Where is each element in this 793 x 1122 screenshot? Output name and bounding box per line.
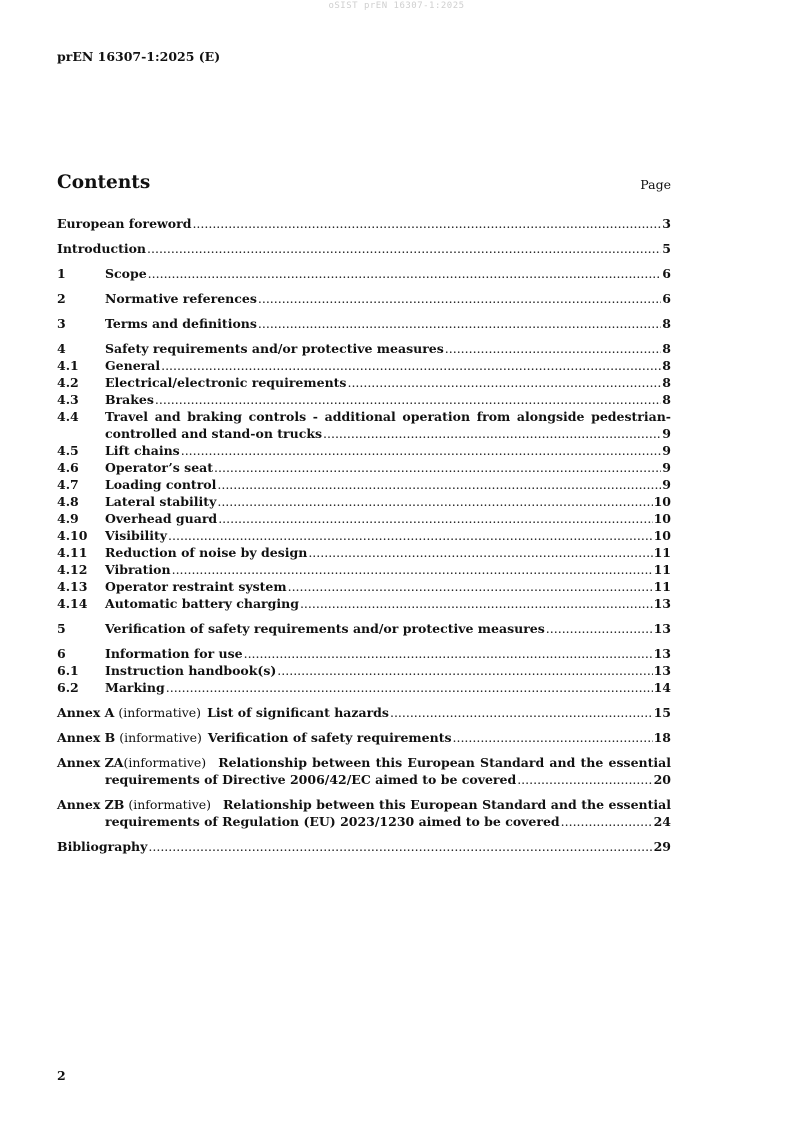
dot-leader [214,459,661,476]
toc-header [57,172,671,198]
toc-entry-title-continued: controlled and stand-on trucks [105,426,323,441]
toc-entry-page: 5 [662,241,671,256]
dot-leader [390,704,653,721]
toc-entry-page: 3 [662,216,671,231]
dot-leader [181,442,662,459]
toc-entry-title: Travel and braking controls - additional operation from alongside pedestrian- [105,409,671,424]
annex-label: Annex B [57,730,116,745]
toc-entry-number: 6.2 [57,680,79,695]
toc-entry-2[interactable] [57,290,671,307]
toc-entry-number: 2 [57,291,66,306]
toc-entry-4-13[interactable] [57,578,671,595]
toc-entry-title: Lateral stability [105,494,217,509]
dot-leader [192,215,661,232]
dot-leader [218,510,652,527]
toc-entry-title: Information for use [105,646,243,661]
toc-entry-number: 4.1 [57,358,79,373]
dot-leader [561,813,653,830]
annex-type: (informative) [118,705,202,720]
toc-entry-foreword[interactable] [57,215,671,232]
toc-entry-4-3[interactable] [57,391,671,408]
toc-entry-page: 10 [653,528,671,543]
toc-entry-page: 11 [653,579,671,594]
dot-leader [308,544,652,561]
annex-label: Annex A [57,705,115,720]
dot-leader [172,561,653,578]
toc-entry-3[interactable] [57,315,671,332]
toc-entry-title: Verification of safety requirements and/or protective measures [105,621,545,636]
toc-entry-number: 4.7 [57,477,79,492]
annex-type: (informative) [123,755,207,770]
footer-page-number: 2 [57,1068,66,1083]
document-id: prEN 16307-1:2025 (E) [57,49,221,64]
toc-entry-page: 18 [653,730,671,745]
dot-leader [347,374,661,391]
dot-leader [168,527,653,544]
toc-entry-page: 29 [653,839,671,854]
toc-entry-number: 4.12 [57,562,88,577]
toc-entry-title: Electrical/electronic requirements [105,375,347,390]
toc-entry-4-4[interactable] [57,408,671,442]
toc-entry-annex-zb[interactable] [57,796,671,830]
dot-leader [277,662,652,679]
annex-title: Verification of safety requirements [207,730,452,745]
toc-entry-page: 10 [653,494,671,509]
dot-leader [244,645,653,662]
toc-entry-number: 4.9 [57,511,79,526]
toc-entry-number: 4.10 [57,528,88,543]
annex-title: Relationship between this European Standard and the essential [218,755,671,770]
toc-entry-4-14[interactable] [57,595,671,612]
toc-entry-4-7[interactable] [57,476,671,493]
toc-entry-4-12[interactable] [57,561,671,578]
toc-entry-6[interactable] [57,645,671,662]
toc-entry-page: 9 [662,460,671,475]
toc-entry-introduction[interactable] [57,240,671,257]
toc-entry-number: 4.2 [57,375,79,390]
toc-entry-number: 4.13 [57,579,88,594]
toc-entry-4-5[interactable] [57,442,671,459]
toc-entry-page: 9 [662,443,671,458]
toc-entry-number: 4.3 [57,392,79,407]
toc-entry-page: 13 [653,596,671,611]
toc-entry-page: 13 [653,621,671,636]
dot-leader [258,290,661,307]
toc-entry-number: 6 [57,646,66,661]
toc-entry-4-10[interactable] [57,527,671,544]
toc-entry-6-1[interactable] [57,662,671,679]
annex-title-continued: requirements of Directive 2006/42/EC aimed to be covered [105,772,517,787]
toc-entry-number: 4.14 [57,596,88,611]
toc-entry-title: Instruction handbook(s) [105,663,277,678]
toc-entry-page: 8 [662,375,671,390]
toc-entry-page: 8 [662,358,671,373]
toc-entry-title: Vibration [105,562,171,577]
toc-entry-page: 15 [653,705,671,720]
toc-entry-number: 4.6 [57,460,79,475]
toc-entry-4-1[interactable] [57,357,671,374]
toc-entry-title: Normative references [105,291,257,306]
dot-leader [445,340,662,357]
toc-entry-page: 20 [653,772,671,787]
dot-leader [217,493,652,510]
toc-entry-title: Bibliography [57,839,148,854]
annex-title: Relationship between this European Standard and the essential [223,797,671,812]
toc-entry-4[interactable] [57,340,671,357]
dot-leader [155,391,661,408]
annex-title: List of significant hazards [207,705,389,720]
toc-entry-title: Automatic battery charging [105,596,299,611]
toc-entry-title: Operator’s seat [105,460,214,475]
toc-entry-title: Reduction of noise by design [105,545,308,560]
dot-leader [258,315,661,332]
toc-title: Contents [57,172,151,193]
toc-entry-title: General [105,358,161,373]
toc-entry-bibliography[interactable] [57,838,671,855]
toc-page-label: Page [640,177,671,192]
toc-entry-number: 4.8 [57,494,79,509]
toc-entry-5[interactable] [57,620,671,637]
toc-entry-page: 8 [662,341,671,356]
dot-leader [288,578,653,595]
annex-title-continued: requirements of Regulation (EU) 2023/1230 aimed to be covered [105,814,560,829]
toc-entry-title: Marking [105,680,165,695]
dot-leader [148,838,652,855]
toc-entry-page: 13 [653,646,671,661]
toc-entry-number: 4.11 [57,545,88,560]
toc-entry-number: 1 [57,266,66,281]
toc-entry-number: 6.1 [57,663,79,678]
toc-entry-4-9[interactable] [57,510,671,527]
toc-entry-page: 6 [662,266,671,281]
toc-entry-4-6[interactable] [57,459,671,476]
toc-entry-page: 6 [662,291,671,306]
toc-entry-annex-b[interactable] [57,729,671,746]
toc-entry-4-8[interactable] [57,493,671,510]
annex-type: (informative) [128,797,212,812]
annex-type: (informative) [119,730,202,745]
toc-entry-annex-za[interactable] [57,754,671,788]
toc-entry-title: Overhead guard [105,511,218,526]
toc-entry-title: Brakes [105,392,154,407]
toc-entry-title: Scope [105,266,147,281]
toc-entry-page: 11 [653,562,671,577]
toc-entry-title: Terms and definitions [105,316,257,331]
toc-entry-1[interactable] [57,265,671,282]
toc-entry-title: Loading control [105,477,217,492]
toc-entry-title: Operator restraint system [105,579,287,594]
toc-entry-page: 13 [653,663,671,678]
toc-entry-page: 8 [662,392,671,407]
dot-leader [453,729,653,746]
toc-entry-page: 11 [653,545,671,560]
toc-entry-title: Safety requirements and/or protective measures [105,341,444,356]
dot-leader [323,425,661,442]
table-of-contents [57,215,671,855]
toc-entry-title: Visibility [105,528,168,543]
toc-entry-page: 24 [653,814,671,829]
toc-entry-annex-a[interactable] [57,704,671,721]
toc-entry-number: 4 [57,341,66,356]
toc-entry-6-2[interactable] [57,679,671,696]
annex-label: Annex ZB [57,797,125,812]
annex-label: Annex ZA [57,755,124,770]
toc-entry-page: 8 [662,316,671,331]
toc-entry-number: 3 [57,316,66,331]
toc-entry-4-2[interactable] [57,374,671,391]
dot-leader [517,771,652,788]
dot-leader [546,620,653,637]
dot-leader [300,595,653,612]
toc-entry-page: 10 [653,511,671,526]
toc-entry-number: 4.4 [57,409,79,424]
dot-leader [148,265,662,282]
dot-leader [161,357,661,374]
dot-leader [147,240,661,257]
toc-entry-page: 9 [662,477,671,492]
toc-entry-page: 14 [653,680,671,695]
toc-entry-page: 9 [662,426,671,441]
toc-entry-4-11[interactable] [57,544,671,561]
toc-entry-title: European foreword [57,216,192,231]
watermark: oSIST prEN 16307-1:2025 [328,1,465,11]
toc-entry-number: 4.5 [57,443,79,458]
dot-leader [166,679,653,696]
toc-entry-title: Lift chains [105,443,180,458]
toc-entry-number: 5 [57,621,66,636]
dot-leader [217,476,661,493]
toc-entry-title: Introduction [57,241,147,256]
